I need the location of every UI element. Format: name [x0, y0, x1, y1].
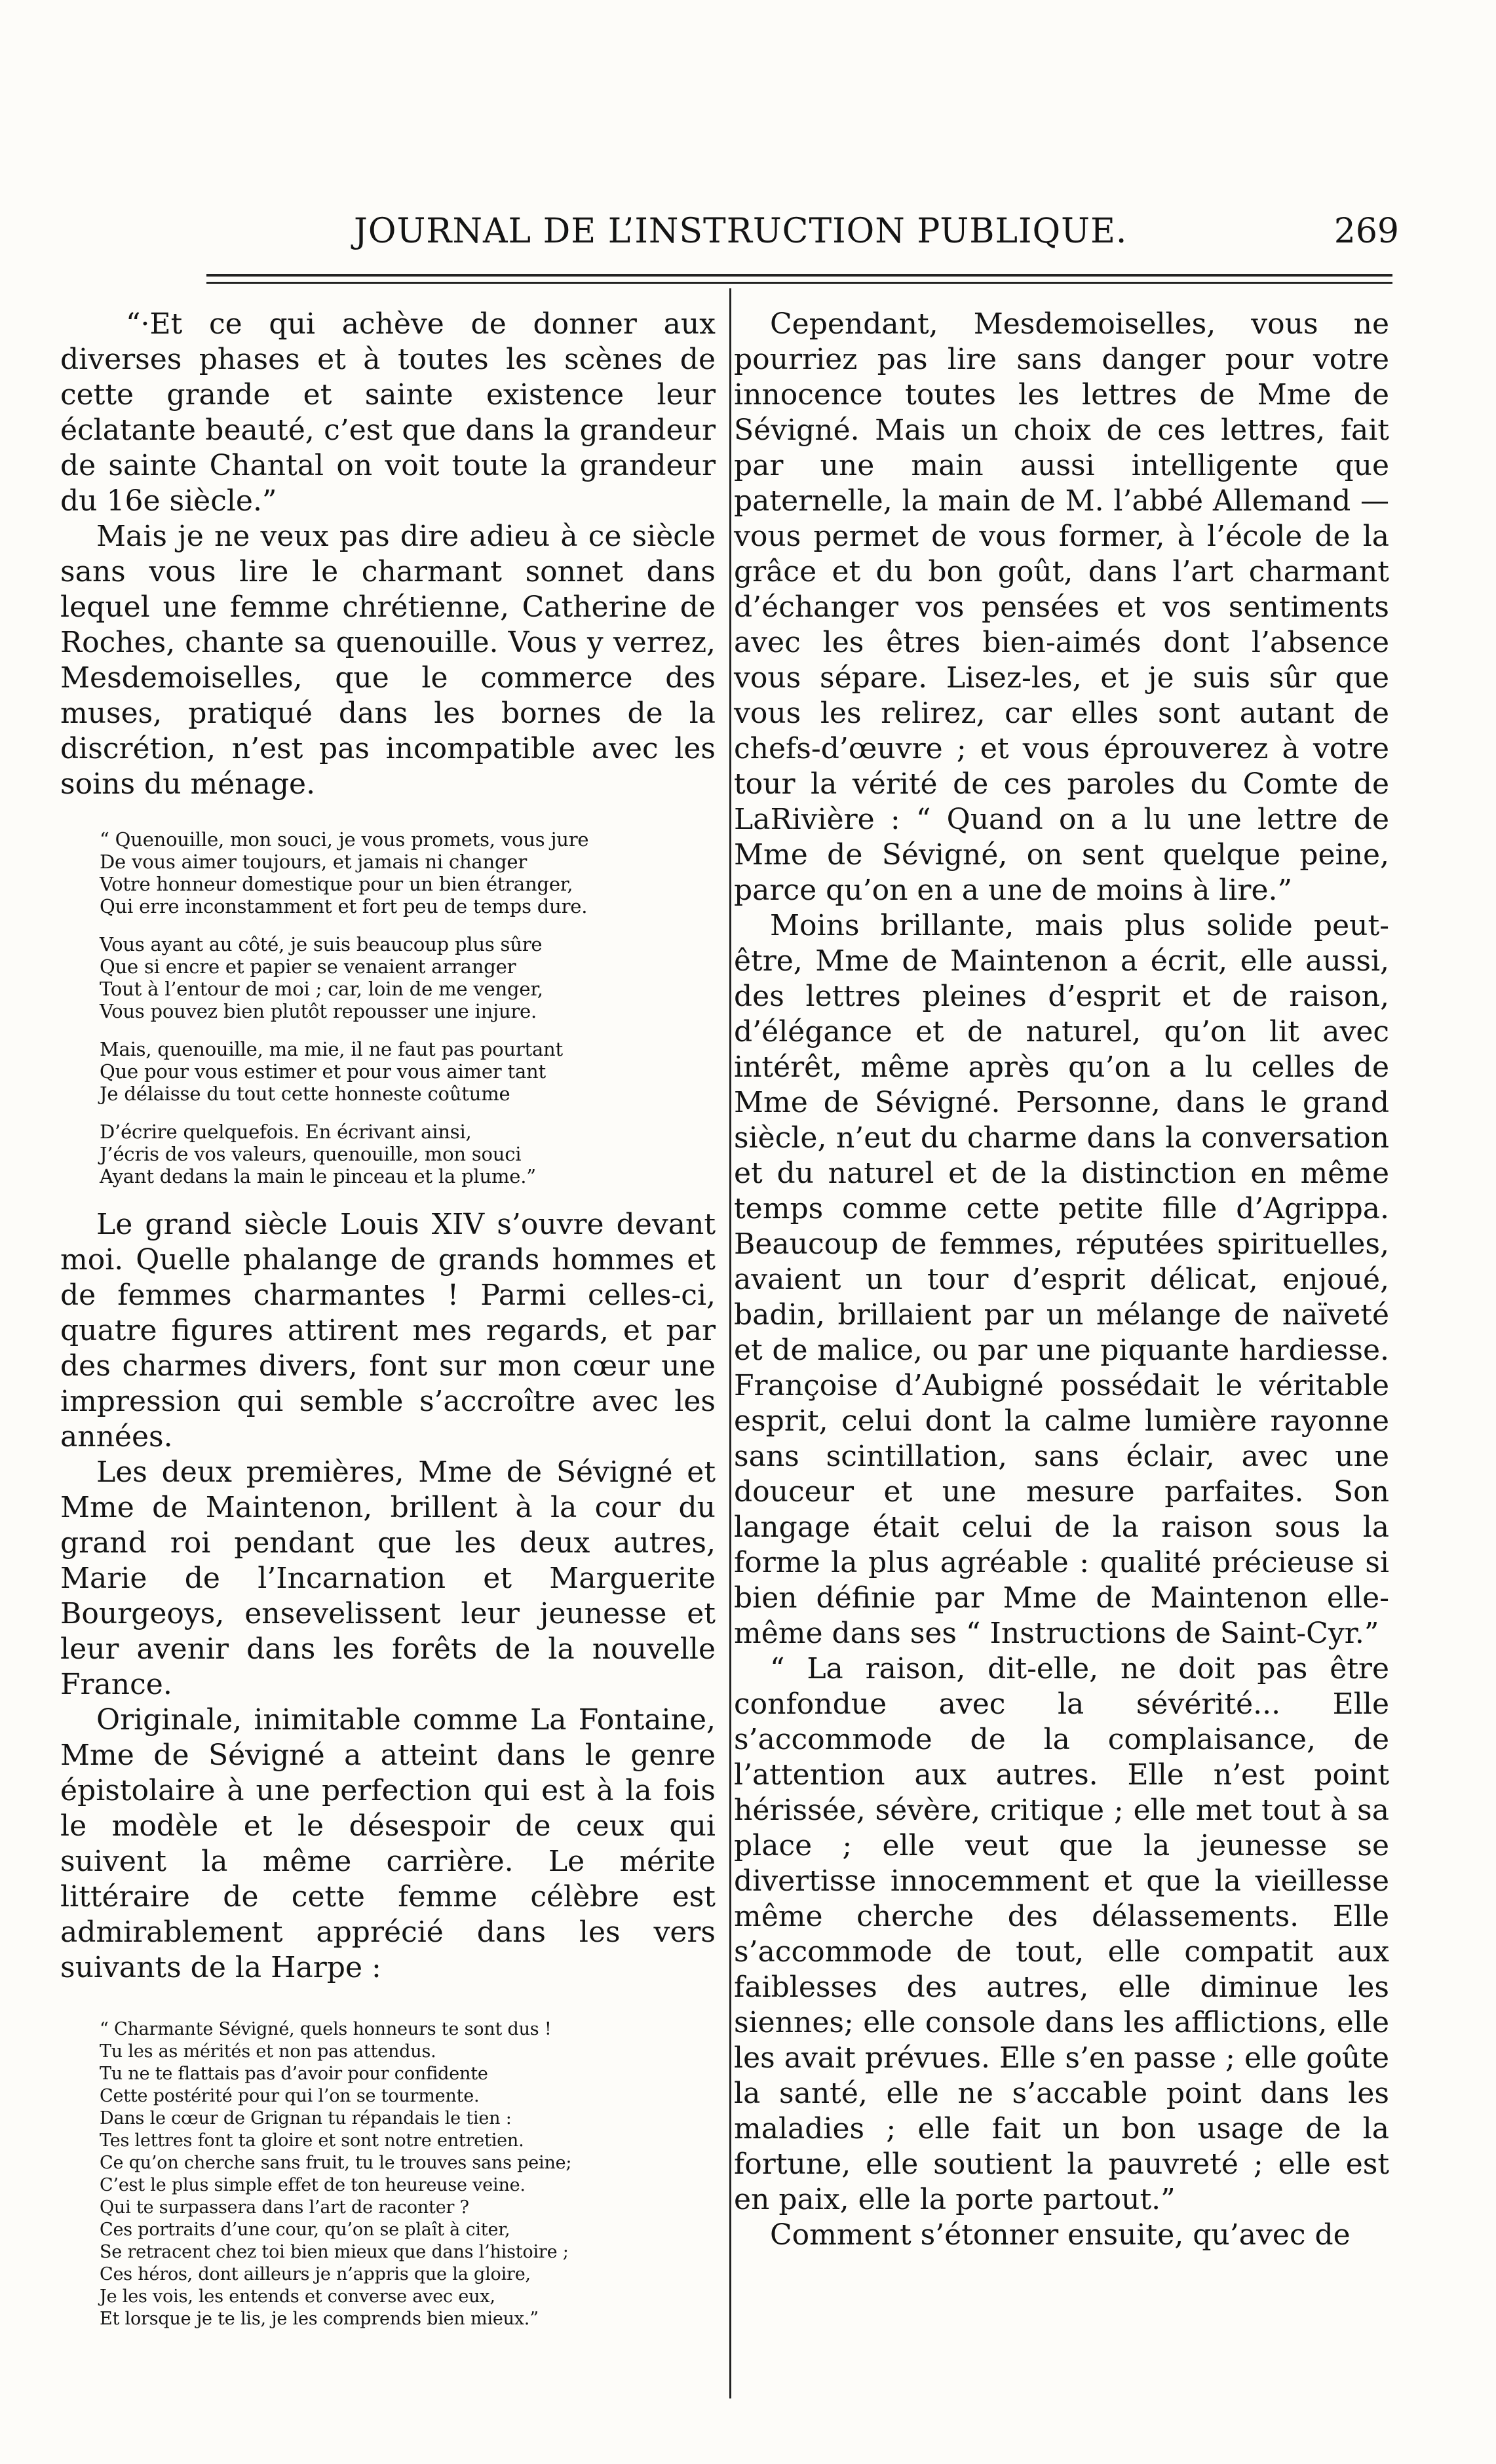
verse-line: Tes lettres font ta gloire et sont notre entretien. — [100, 2130, 524, 2151]
verse-line: Mais, quenouille, ma mie, il ne faut pas pourtant — [100, 1038, 563, 1060]
verse-line: Vous pouvez bien plutôt repousser une injure. — [100, 1000, 537, 1022]
paragraph-catherine-de-roches: Mais je ne veux pas dire adieu à ce siècle sans vous lire le charmant sonnet dans lequel une femme chrétienne, Catherine de Roches, chante sa quenouille. Vous y verrez, Mesdemoiselles, que le commerce des muses, pratiqué dans les bornes de la discrétion, n’est pas incompatible avec les soins du ménage. — [60, 520, 716, 801]
verse-line: Vous ayant au côté, je suis beaucoup plus sûre — [100, 933, 543, 955]
paragraph-deux-premieres: Les deux premières, Mme de Sévigné et Mme de Maintenon, brillent à la cour du grand roi pendant que les deux autres, Marie de l’Incarnation et Marguerite Bourgeoys, ensevelissent leur jeunesse et leur avenir dans les forêts de la nouvelle France. — [60, 1455, 716, 1701]
verse-line: D’écrire quelquefois. En écrivant ainsi, — [100, 1121, 472, 1143]
right-column — [734, 307, 1389, 2253]
verse-line: Tout à l’entour de moi ; car, loin de me venger, — [100, 978, 543, 1000]
verse-line: Qui erre inconstamment et fort peu de temps dure. — [100, 895, 588, 917]
verse-line: Ce qu’on cherche sans fruit, tu le trouves sans peine; — [100, 2153, 572, 2173]
verse-line: Ces héros, dont ailleurs je n’appris que la gloire, — [100, 2264, 531, 2284]
verse-line: Je les vois, les entends et converse avec eux, — [100, 2286, 495, 2307]
paragraph-grand-siecle: Le grand siècle Louis XIV s’ouvre devant moi. Quelle phalange de grands hommes et de femmes charmantes ! Parmi celles-ci, quatre figures attirent mes regards, et par des charmes divers, font sur mon cœur une impression qui semble s’accroître avec les années. — [60, 1208, 716, 1453]
sonnet-stanza-4 — [100, 1121, 716, 1187]
sonnet-stanza-2 — [100, 933, 716, 1022]
verse-line: Ayant dedans la main le pinceau et la plume.” — [100, 1165, 536, 1187]
paragraph-quote-chantal: “·Et ce qui achève de donner aux diverses phases et à toutes les scènes de cette grande et sainte existence leur éclatante beauté, c’est que dans la grandeur de sainte Chantal on voit toute la grandeur du 16e siècle.” — [60, 307, 716, 518]
poem-la-harpe — [100, 2018, 716, 2330]
verse-line: Que si encre et papier se venaient arranger — [100, 955, 516, 978]
sonnet-quenouille — [100, 828, 716, 1187]
verse-line: Cette postérité pour qui l’on se tourmente. — [100, 2086, 480, 2106]
verse-line: C’est le plus simple effet de ton heureuse veine. — [100, 2175, 526, 2195]
left-column — [60, 307, 716, 2330]
verse-line: Je délaisse du tout cette honneste coûtume — [100, 1083, 510, 1105]
verse-line: Tu les as mérités et non pas attendus. — [100, 2041, 436, 2062]
header-rule-top — [206, 274, 1392, 277]
verse-line: Que pour vous estimer et pour vous aimer tant — [100, 1060, 546, 1083]
verse-line: Ces portraits d’une cour, qu’on se plaît à citer, — [100, 2220, 510, 2240]
column-divider — [729, 288, 731, 2398]
paragraph-cependant: Cependant, Mesdemoiselles, vous ne pourriez pas lire sans danger pour votre innocence toutes les lettres de Mme de Sévigné. Mais un choix de ces lettres, fait par une main aussi intelligente que paternelle, la main de M. l’abbé Allemand — vous permet de vous former, à l’école de la grâce et du bon goût, dans l’art charmant d’échanger vos pensées et vos sentiments avec les êtres bien-aimés dont l’absence vous sépare. Lisez-les, et je suis sûr que vous les relirez, car elles sont autant de chefs-d’œuvre ; et vous éprouverez à votre tour la vérité de ces paroles du Comte de LaRivière : “ Quand on a lu une lettre de Mme de Sévigné, on sent quelque peine, parce qu’on en a une de moins à lire.” — [734, 307, 1389, 907]
verse-line: De vous aimer toujours, et jamais ni changer — [100, 851, 527, 873]
verse-line: Votre honneur domestique pour un bien étranger, — [100, 873, 573, 895]
verse-line: Tu ne te flattais pas d’avoir pour confidente — [100, 2064, 488, 2084]
paragraph-la-raison-quote: “ La raison, dit-elle, ne doit pas être confondue avec la sévérité... Elle s’accommode de la complaisance, de l’attention aux autres. Elle n’est point hérissée, sévère, critique ; elle met tout à sa place ; elle veut que la jeunesse se divertisse innocemment et que la vieillesse même cherche des délassements. Elle s’accommode de tout, elle compatit aux faiblesses des autres, elle diminue les siennes; elle console dans les afflictions, elle les avait prévues. Elle s’en passe ; elle goûte la santé, elle ne s’accable point dans les maladies ; elle fait un bon usage de la fortune, elle soutient la pauvreté ; elle est en paix, elle la porte partout.” — [734, 1652, 1389, 2216]
running-header — [0, 202, 1496, 261]
verse-line: Se retracent chez toi bien mieux que dans l’histoire ; — [100, 2242, 569, 2262]
verse-line: “ Quenouille, mon souci, je vous promets, vous jure — [100, 828, 589, 851]
verse-line: Et lorsque je te lis, je les comprends bien mieux.” — [100, 2309, 539, 2329]
sonnet-stanza-3 — [100, 1038, 716, 1105]
header-rule-bottom — [206, 282, 1392, 284]
paragraph-comment-s-etonner: Comment s’étonner ensuite, qu’avec de — [770, 2218, 1351, 2252]
paragraph-originale: Originale, inimitable comme La Fontaine, Mme de Sévigné a atteint dans le genre épistolaire à une perfection qui est à la fois le modèle et le désespoir de ceux qui suivent la même carrière. Le mérite littéraire de cette femme célèbre est admirablement apprécié dans les vers suivants de la Harpe : — [60, 1703, 716, 1984]
verse-line: J’écris de vos valeurs, quenouille, mon souci — [100, 1143, 522, 1165]
paragraph-maintenon: Moins brillante, mais plus solide peut-être, Mme de Maintenon a écrit, elle aussi, des lettres pleines d’esprit et de raison, d’élégance et de naturel, qu’on lit avec intérêt, même après qu’on a lu celles de Mme de Sévigné. Personne, dans le grand siècle, n’eut du charme dans la conversation et du naturel et de la distinction en même temps comme cette petite fille d’Agrippa. Beaucoup de femmes, réputées spirituelles, avaient un tour d’esprit délicat, enjoué, badin, brillaient par un mélange de naïveté et de malice, ou par une piquante hardiesse. Françoise d’Aubigné possédait le véritable esprit, celui dont la calme lumière rayonne sans scintillation, sans éclair, avec une douceur et une mesure parfaites. Son langage était celui de la raison sous la forme la plus agréable : qualité précieuse si bien définie par Mme de Maintenon elle-même dans ses “ Instructions de Saint-Cyr.” — [734, 909, 1389, 1650]
verse-line: Qui te surpassera dans l’art de raconter ? — [100, 2197, 469, 2218]
verse-line: “ Charmante Sévigné, quels honneurs te sont dus ! — [100, 2019, 552, 2039]
verse-line: Dans le cœur de Grignan tu répandais le tien : — [100, 2108, 512, 2128]
sonnet-stanza-1 — [100, 828, 716, 917]
running-title: JOURNAL DE L’INSTRUCTION PUBLIQUE. — [354, 212, 1128, 251]
page-number: 269 — [1333, 212, 1399, 251]
